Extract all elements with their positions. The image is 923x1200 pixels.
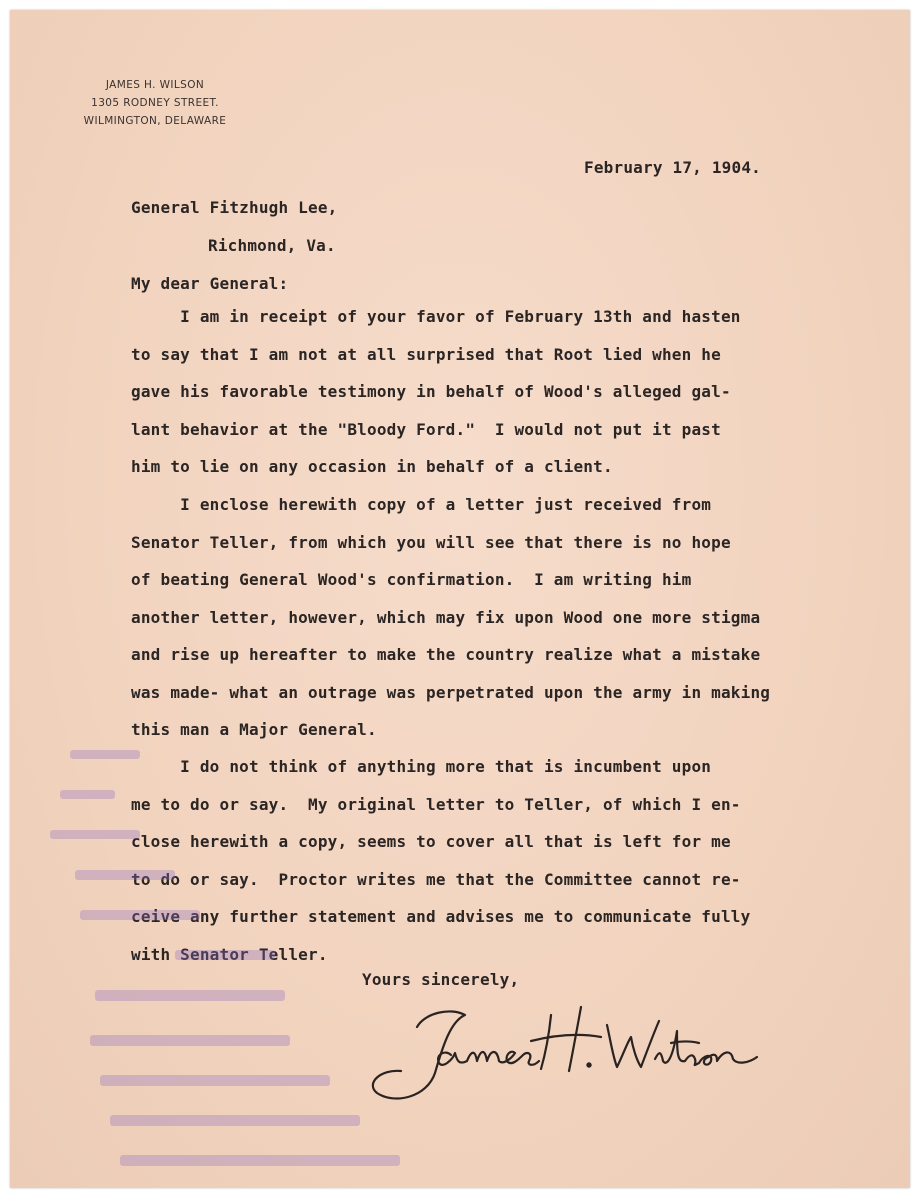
body-line: Senator Teller, from which you will see that there is no hope [131, 532, 731, 552]
letterhead [70, 76, 240, 130]
salutation: My dear General: [131, 274, 289, 293]
body-line: of beating General Wood's confirmation. I am writing him [131, 570, 692, 589]
letterhead-street: 1305 RODNEY STREET. [91, 97, 219, 109]
body-line: him to lie on any occasion in behalf of a client. [131, 457, 613, 476]
body-line: another letter, however, which may fix upon Wood one more stigma [131, 607, 761, 627]
body-line: lant behavior at the "Bloody Ford." I would not put it past [131, 419, 721, 439]
body-line: was made- what an outrage was perpetrated upon the army in making [131, 682, 771, 702]
paragraph-2 [131, 486, 871, 749]
paragraph-3 [131, 748, 871, 973]
handwritten-signature [355, 985, 775, 1115]
body-line: with Senator Teller. [131, 944, 328, 964]
body-line: gave his favorable testimony in behalf of Wood's alleged gal- [131, 382, 731, 401]
paragraph-1 [131, 298, 871, 486]
body-line: to do or say. Proctor writes me that the Committee cannot re- [131, 869, 741, 889]
body-line: and rise up hereafter to make the country realize what a mistake [131, 645, 761, 664]
body-line: close herewith a copy, seems to cover all that is left for me [131, 832, 731, 851]
letterhead-name: JAMES H. WILSON [105, 79, 205, 91]
recipient-city: Richmond, Va. [208, 236, 336, 255]
body-line: to say that I am not at all surprised that Root lied when he [131, 344, 721, 364]
letter-sheet [10, 10, 910, 1188]
closing: Yours sincerely, [362, 970, 520, 989]
body-line: this man a Major General. [131, 720, 377, 739]
body-line: I do not think of anything more that is incumbent upon [131, 757, 712, 776]
body-line: I am in receipt of your favor of February 13th and hasten [131, 307, 741, 326]
body-line: me to do or say. My original letter to Teller, of which I en- [131, 794, 741, 814]
body-line: ceive any further statement and advises me to communicate fully [131, 907, 751, 926]
body-line: I enclose herewith copy of a letter just received from [131, 495, 712, 514]
letterhead-city: WILMINGTON, DELAWARE [83, 115, 227, 127]
letter-date: February 17, 1904. [584, 158, 761, 177]
recipient-name: General Fitzhugh Lee, [131, 198, 338, 217]
